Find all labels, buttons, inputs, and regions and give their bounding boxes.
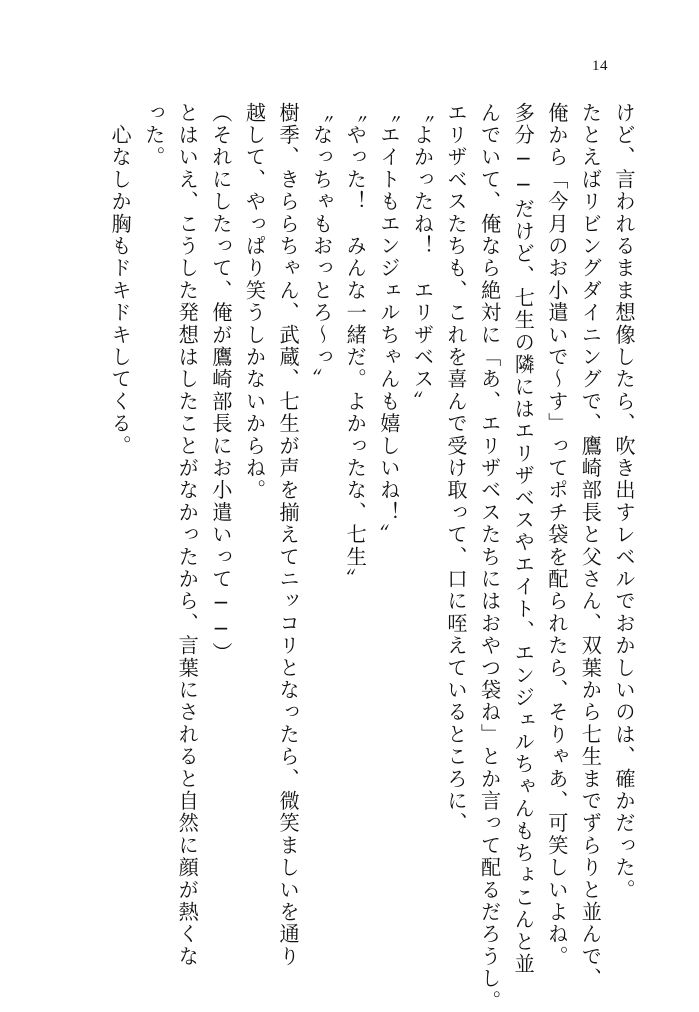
text-line: 〝よかったね！ エリザベス〟 — [410, 102, 435, 413]
text-line: 〝やった！ みんな一緒だ。よかったな、七生〟 — [343, 102, 368, 591]
text-line: 多分──だけど、七生の隣にはエリザベスやエイト、エンジェルちゃんもちょこんと並 — [511, 102, 536, 976]
text-line: （それにしたって、俺が鷹崎部長にお小遣いって──） — [208, 102, 233, 665]
text-line: 樹季、きららちゃん、武蔵、七生が声を揃えてニッコリとなったら、微笑ましいを通り — [276, 102, 301, 968]
text-line: けど、言われるまま想像したら、吹き出すレベルでおかしいのは、確かだった。 — [612, 102, 636, 902]
vertical-text-block — [107, 102, 637, 1012]
text-line: たとえばリビングダイニングで、鷹崎部長と父さん、双葉から七生までずらりと並んで、 — [578, 102, 603, 990]
text-line: 心なしか胸もドキドキしてくる。 — [108, 102, 133, 458]
page-number: 14 — [592, 58, 608, 74]
text-line: エリザベスたちも、これを喜んで受け取って、口に咥えているところに、 — [444, 102, 469, 835]
text-line: った。 — [141, 102, 166, 169]
text-line: 〝なっちゃもおっとろ〜っ〟 — [309, 102, 334, 391]
text-line: 〝エイトもエンジェルちゃんも嬉しいね！〟 — [376, 102, 401, 546]
text-line: 越して、やっぱり笑うしかないからね。 — [242, 102, 267, 502]
text-line: んでいて、俺なら絶対に「あ、エリザベスたちにはおやつ袋ね」とか言って配るだろうし。 — [477, 102, 502, 1012]
text-line: 俺から「今月のお小遣いで〜す」ってポチ袋を配られたら、そりゃあ、可笑しいよね。 — [544, 102, 569, 968]
text-line: とはいえ、こうした発想はしたことがなかったから、言葉にされると自然に顔が熱くな — [175, 102, 200, 968]
